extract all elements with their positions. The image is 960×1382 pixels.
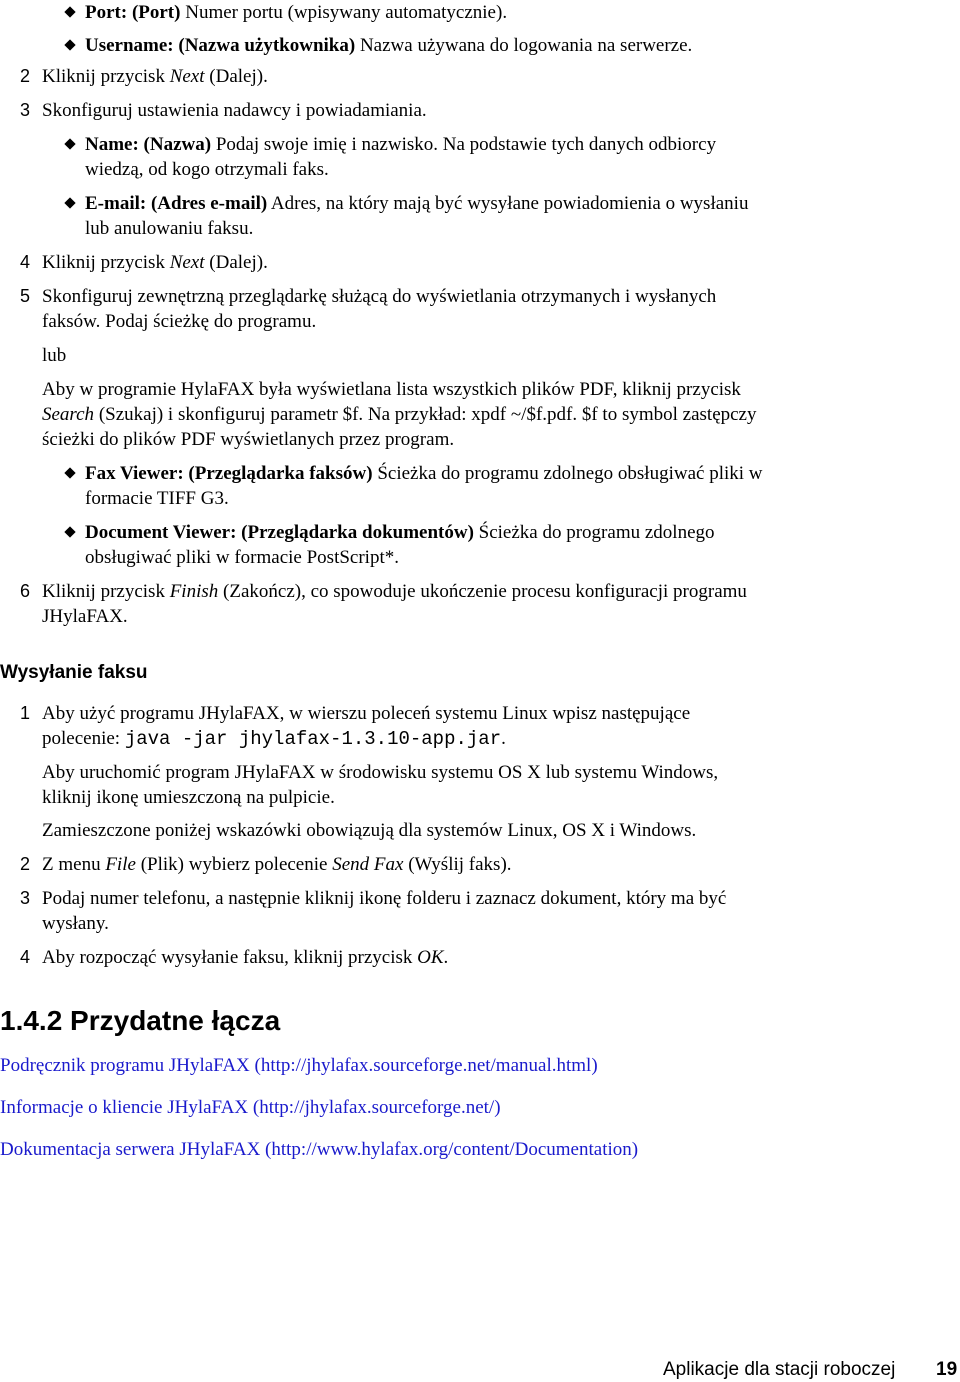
bullet-icon bbox=[64, 6, 75, 17]
list-item-port: Port: (Port) Numer portu (wpisywany automatycznie). bbox=[85, 2, 508, 23]
or-text: lub bbox=[42, 345, 67, 366]
list-item-username: Username: (Nazwa użytkownika) Nazwa używana do logowania na serwerze. bbox=[85, 35, 693, 56]
send-para-1-line1: Aby uruchomić program JHylaFAX w środowisku systemu OS X lub systemu Windows, bbox=[42, 762, 719, 783]
bullet-icon bbox=[64, 197, 75, 208]
step-number: 2 bbox=[20, 854, 31, 874]
send-step-3-text: Podaj numer telefonu, a następnie kliknij ikonę folderu i zaznacz dokument, który ma być bbox=[42, 888, 727, 909]
send-step-3-cont: wysłany. bbox=[42, 913, 109, 934]
bullet-icon bbox=[64, 39, 75, 50]
send-step-1-text: Aby użyć programu JHylaFAX, w wierszu poleceń systemu Linux wpisz następujące bbox=[42, 703, 691, 724]
send-para-2: Zamieszczone poniżej wskazówki obowiązują dla systemów Linux, OS X i Windows. bbox=[42, 820, 697, 841]
step-number: 1 bbox=[20, 703, 31, 723]
bullet-icon bbox=[64, 138, 75, 149]
section-heading-send-fax: Wysyłanie faksu bbox=[0, 662, 148, 683]
step-2-text: Kliknij przycisk Next (Dalej). bbox=[42, 66, 268, 87]
step-number: 5 bbox=[20, 286, 31, 306]
step-5-text-cont: faksów. Podaj ścieżkę do programu. bbox=[42, 311, 317, 332]
hylafax-para-line3: ścieżki do plików PDF wyświetlanych przez program. bbox=[42, 429, 455, 450]
list-item-doc-viewer-cont: obsługiwać pliki w formacie PostScript*. bbox=[85, 547, 399, 568]
bullet-icon bbox=[64, 467, 75, 478]
list-item-fax-viewer-cont: formacie TIFF G3. bbox=[85, 488, 229, 509]
step-5-text: Skonfiguruj zewnętrzną przeglądarkę służącą do wyświetlania otrzymanych i wysłanych bbox=[42, 286, 717, 307]
list-item-name-cont: wiedzą, od kogo otrzymali faks. bbox=[85, 159, 329, 180]
list-item-fax-viewer: Fax Viewer: (Przeglądarka faksów) Ścieżka do programu zdolnego obsługiwać pliki w bbox=[85, 463, 763, 484]
command-code: java -jar jhylafax-1.3.10-app.jar bbox=[124, 728, 502, 750]
step-number: 4 bbox=[20, 252, 31, 272]
hylafax-para-line1: Aby w programie HylaFAX była wyświetlana lista wszystkich plików PDF, kliknij przycisk bbox=[42, 379, 741, 400]
step-number: 3 bbox=[20, 100, 31, 120]
step-3-text: Skonfiguruj ustawienia nadawcy i powiadamiania. bbox=[42, 100, 427, 121]
link-server-docs[interactable]: Dokumentacja serwera JHylaFAX (http://www.hylafax.org/content/Documentation) bbox=[0, 1139, 639, 1160]
section-heading-links: 1.4.2 Przydatne łącza bbox=[0, 1005, 281, 1036]
list-item-email: E-mail: (Adres e-mail) Adres, na który mają być wysyłane powiadomienia o wysłaniu bbox=[85, 193, 749, 214]
list-item-name: Name: (Nazwa) Podaj swoje imię i nazwisko. Na podstawie tych danych odbiorcy bbox=[85, 134, 717, 155]
step-number: 6 bbox=[20, 581, 31, 601]
send-step-2-text: Z menu File (Plik) wybierz polecenie Send Fax (Wyślij faks). bbox=[42, 854, 512, 875]
bullet-icon bbox=[64, 526, 75, 537]
list-item-email-cont: lub anulowaniu faksu. bbox=[85, 218, 254, 239]
footer-title: Aplikacje dla stacji roboczej bbox=[663, 1359, 896, 1380]
send-step-4-text: Aby rozpocząć wysyłanie faksu, kliknij przycisk OK. bbox=[42, 947, 449, 968]
send-step-1-cont: polecenie: java -jar jhylafax-1.3.10-app.jar. bbox=[42, 728, 506, 750]
step-number: 3 bbox=[20, 888, 31, 908]
list-item-doc-viewer: Document Viewer: (Przeglądarka dokumentów) Ścieżka do programu zdolnego bbox=[85, 522, 715, 543]
step-number: 2 bbox=[20, 66, 31, 86]
step-6-text: Kliknij przycisk Finish (Zakończ), co spowoduje ukończenie procesu konfiguracji programu bbox=[42, 581, 747, 602]
link-manual[interactable]: Podręcznik programu JHylaFAX (http://jhylafax.sourceforge.net/manual.html) bbox=[0, 1055, 598, 1076]
step-4-text: Kliknij przycisk Next (Dalej). bbox=[42, 252, 268, 273]
step-number: 4 bbox=[20, 947, 31, 967]
send-para-1-line2: kliknij ikonę umieszczoną na pulpicie. bbox=[42, 787, 335, 808]
step-6-text-cont: JHylaFAX. bbox=[42, 606, 128, 627]
hylafax-para-line2: Search (Szukaj) i skonfiguruj parametr $f. Na przykład: xpdf ~/$f.pdf. $f to symbol zastępczy bbox=[42, 404, 757, 425]
page-number: 19 bbox=[936, 1359, 958, 1380]
link-client-info[interactable]: Informacje o kliencie JHylaFAX (http://jhylafax.sourceforge.net/) bbox=[0, 1097, 501, 1118]
